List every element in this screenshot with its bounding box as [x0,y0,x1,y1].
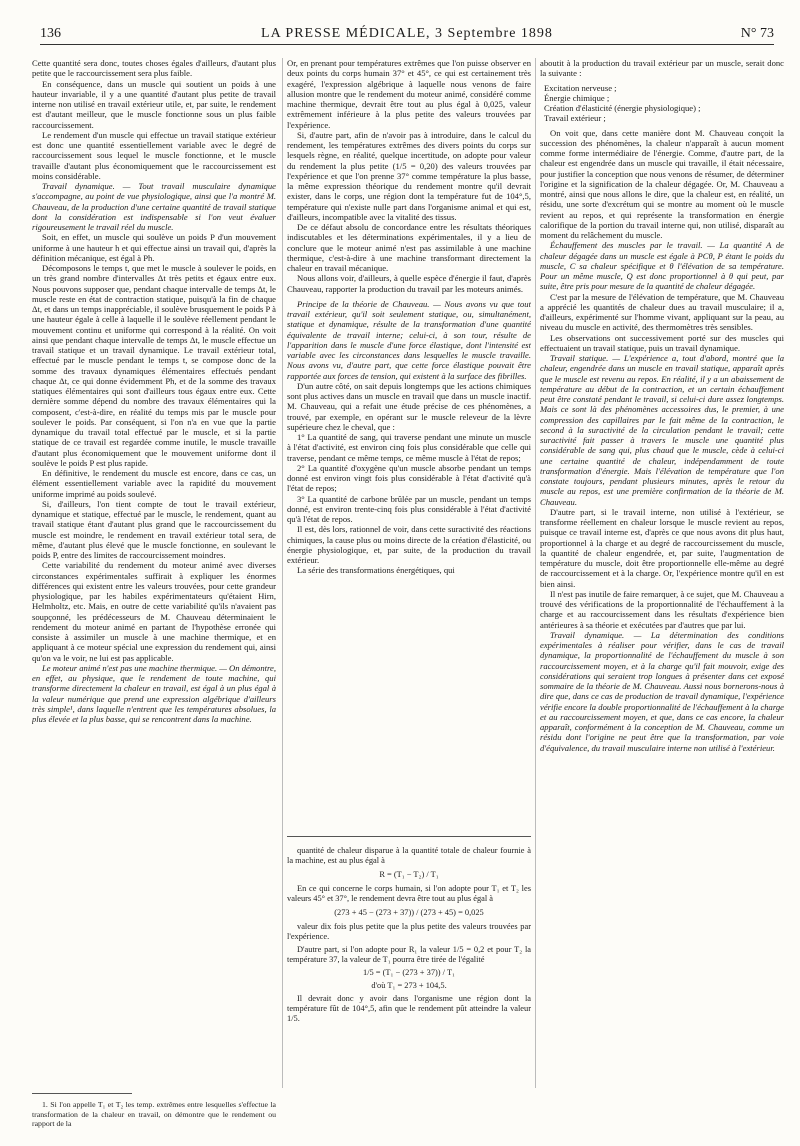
list-item: Énergie chimique ; [544,92,610,103]
footnote-rule [32,1093,132,1094]
formula: 1/5 = (T₁ − (273 + 37)) / T₁ [363,968,455,977]
note-separator [287,836,531,837]
paragraph: Si, d'ailleurs, l'on tient compte de tout le travail extérieur, dynamique et statique, effectué par le muscle, le rendement, quant au travail statique étant d'autant plus grand que le raccourcissement du muscle est moindre, le rendement en travail extérieur total sera, de même, d'autant plus élevé que le muscle fonctionne, en soulevant le poids P, entre des limites de raccourcissement moindres. [32,498,276,560]
paragraph: Décomposons le temps t, que met le muscle à soulever le poids, en un très grand nombre d'intervalles Δt très petits et égaux entre eux. Nous pouvons supposer que, pendant chaque intervalle de temps Δt, le muscle reste en état de contraction statique, puisqu'à la fin de chaque Δt, et dans un temps inappréciable, il soulève brusquement le poids P à une hauteur égale à celle à laquelle il le soulève réellement pendant le mouvement continu et uniforme qui correspond à la réalité. On voit ainsi que pendant chaque intervalle de temps Δt, le muscle effectue un travail statique et un travail dynamique. Le travail extérieur total, effectué par le muscle pendant le temps t, se compose donc de la somme des travaux dynamiques élémentaires effectués pendant chaque Δt, ce qui donne évidemment Ph, et de la somme des travaux statiques élémentaires qui sont d'ailleurs tous égaux entre eux. Cette dernière somme dépend du nombre des travaux élémentaires qui la composent, c'est-à-dire, en réalité du temps mis par le muscle pour soulever le poids. Par conséquent, si l'on n'a en vue que la partie dynamique du travail total effectué par le muscle, et si la partie statique de ce travail est regardée comme inutile, le muscle travaille d'autant plus économiquement que le mouvement uniforme dont il soulève le poids P est plus rapide. [32,263,276,468]
header-rule [40,44,774,45]
paragraph: Cette quantité sera donc, toutes choses égales d'ailleurs, d'autant plus petite que le raccourcissement sera plus faible. [32,58,276,79]
paragraph: 1° La quantité de sang, qui traverse pendant une minute un muscle à l'état d'activité, est environ cinq fois plus considérable que celle qui traverse, pendant ce même temps, ce même muscle à l'état de repos; [287,432,531,463]
paragraph: En définitive, le rendement du muscle est encore, dans ce cas, un élément essentiellement variable avec la rapidité du mouvement uniforme imprimé au poids soulevé. [32,468,276,499]
paragraph: D'un autre côté, on sait depuis longtemps que les actions chimiques sont plus actives dans un muscle en travail que dans un muscle inactif. M. Chauveau, qui a refait une étude précise de ces phénomènes, a trouvé, par exemple, en opérant sur le muscle releveur de la lèvre supérieure chez le cheval, que : [287,380,531,432]
paragraph: 3° La quantité de carbone brûlée par un muscle, pendant un temps donné, est environ trente-cinq fois plus considérable à l'état d'activité qu'à l'état de repos. [287,493,531,524]
note-paragraph: valeur dix fois plus petite que la plus petite des valeurs trouvées par l'expérience. [287,922,531,941]
energy-list [544,83,784,124]
paragraph: On voit que, dans cette manière dont M. Chauveau conçoit la succession des phénomènes, la chaleur n'apparaît à aucun moment comme forme intermédiaire de l'énergie. Comme, d'autre part, de la chaleur est engendrée dans un muscle qui travaille, il était nécessaire, pour justifier la conception que nous venons de résumer, de déterminer l'origine et la signification de la chaleur dégagée. Or, M. Chauveau a montré, ainsi que nous allons le dire, que la chaleur est, en réalité, un résidu, une sorte d'excrétum qui se montre au moment où le muscle revient au repos, et qui représente la transformation en énergie calorifique de la portion du travail interne qui, non utilisé, disparaît au moment du relâchement du muscle. [540,127,784,240]
list-item: Création d'élasticité (énergie physiologique) ; [544,103,701,113]
section-heading-paragraph: Le moteur animé n'est pas une machine thermique. — On démontre, en effet, au physique, que le rendement de toute machine, qui transforme directement la chaleur en travail, est égal à un plus égal à la valeur numérique que prend une expression algébrique d'ailleurs très simple¹, dans laquelle n'entrent que les températures absolues, la plus élevée et la plus basse, qui se rencontrent dans la machine. [32,662,276,724]
page-number: 136 [40,26,61,41]
column-divider [535,58,536,1088]
list-item: Excitation nerveuse ; [544,82,617,93]
paragraph: Nous allons voir, d'ailleurs, à quelle espèce d'énergie il faut, d'après Chauveau, rapporter la production du travail par les moteurs animés. [287,273,531,294]
list-item: Travail extérieur ; [544,113,606,124]
formula: d'où T₁ = 273 + 104,5. [371,981,447,990]
journal-title: LA PRESSE MÉDICALE, 3 Septembre 1898 [261,26,553,41]
section-heading-paragraph: Travail statique. — L'expérience a, tout d'abord, montré que la chaleur, engendrée dans un muscle en travail statique, apparaît après que le muscle est revenu au repos. En réalité, il y a un abaissement de température au début de la contraction, et un certain échauffement peut être constaté pendant le travail, si celui-ci dure assez longtemps. Mais ce sont là des phénomènes accessoires dus, le premier, à une compression des capillaires par le fait même de la contraction, le second à la suractivité de la circulation pendant le travail; cette suractivité fait passer à travers le muscle une quantité plus considérable de sang qui, plus chaud que le muscle, cède à celui-ci une certaine quantité de chaleur, indépendamment de toute transformation d'énergie. Mais l'élévation de température que l'on constate toujours, pendant plusieurs minutes, après le retour du muscle au repos, est une première confirmation de la théorie de M. Chauveau. [540,353,784,507]
page-header [40,26,774,42]
note-paragraph: En ce qui concerne le corps humain, si l'on adopte pour T₁ et T₂ les valeurs 45° et 37°, le rendement devra être tout au plus égal à [287,884,531,903]
paragraph: C'est par la mesure de l'élévation de température, que M. Chauveau a apprécié les quantités de chaleur dues au travail musculaire; il a, d'ailleurs, expérimenté sur l'homme vivant, appliquant sur la peau, au niveau du muscle en activité, des thermomètres très sensibles. [540,291,784,333]
footnote-text: 1. Si l'on appelle T₁ et T₂ les temp. extrêmes entre lesquelles s'effectue la transformation de la chaleur en travail, on démontre que le rendement ou rapport de la [32,1100,276,1128]
paragraph: Soit, en effet, un muscle qui soulève un poids P d'un mouvement uniforme à une hauteur h et qui effectue ainsi un travail qui, d'après la définition mécanique, est égal à Ph. [32,232,276,263]
footnote-continuation [287,846,531,1027]
column-1 [32,58,276,1080]
paragraph: aboutit à la production du travail extérieur par un muscle, serait donc la suivante : [540,58,784,79]
column-divider [282,58,283,1088]
column-3 [540,58,784,1083]
section-heading-paragraph: Échauffement des muscles par le travail. — La quantité A de chaleur dégagée dans un muscle est égale à PCθ, P étant le poids du muscle, C sa chaleur spécifique et θ l'élévation de sa température. Pour un même muscle, Q est donc proportionnel à θ qui peut, par suite, être pris pour mesure de la quantité de chaleur dégagée. [540,240,784,292]
column-2 [287,58,531,850]
paragraph: D'autre part, si le travail interne, non utilisé à l'extérieur, se transforme réellement en chaleur lorsque le muscle revient au repos, puisque ce travail interne est, d'après ce que nous avons dit plus haut, proportionnel à la charge et au degré de raccourcissement du muscle, la quantité de chaleur engendrée, et, par suite, l'augmentation de température du muscle, doit être proportionnelle elle-même au degré de raccourcissement et à la charge. Or, l'expérience montre qu'il en est bien ainsi. [540,506,784,589]
formula: (273 + 45 − (273 + 37)) / (273 + 45) = 0,025 [334,908,484,917]
section-heading-paragraph: Principe de la théorie de Chauveau. — Nous avons vu que tout travail extérieur, qu'il soit seulement statique, ou, simultanément, statique et dynamique, résulte de la transformation d'une quantité équivalente de travail interne; celui-ci, à son tour, résulte de l'apparition dans le muscle d'une force élastique, dont l'intensité est variable avec les circonstances dans lesquelles le muscle travaille. Nous avons vu, d'autre part, que cette force élastique pouvait être rapportée aux forces de tension, qui existent à la surface des fibrilles. [287,298,531,381]
paragraph: De ce défaut absolu de concordance entre les résultats théoriques indiscutables et les déterminations expérimentales, il y a lieu de conclure que le moteur animé n'est pas assimilable à une machine thermique, c'est-à-dire à une machine transformant directement la chaleur en travail mécanique. [287,222,531,273]
paragraph: Le rendement d'un muscle qui effectue un travail statique extérieur est donc une quantité essentiellement variable avec le degré de raccourcissement sous lequel le muscle fonctionne, et le muscle travaille d'autant plus économiquement que le raccourcissement est moins considérable. [32,129,276,181]
section-heading-paragraph: Travail dynamique. — La détermination des conditions expérimentales à réaliser pour vérifier, dans le cas de travail dynamique, la proportionnalité de l'échauffement du muscle à son raccourcissement moyen, et à la charge qu'il fait mouvoir, exige des considérations qui seraient trop longues à présenter dans cet exposé sommaire de la théorie de M. Chauveau. Aussi nous bornerons-nous à dire que, dans ce cas de production de travail dynamique, l'expérience vérifie encore la double proportionnalité de l'échauffement à la charge et au raccourcissement moyen, et que, dans ce cas encore, la chaleur apparaît, conformément à la conception de M. Chauveau, comme un résidu dont l'origine ne peut être que la transformation, par voie d'équivalence, du travail musculaire interne non utilisé à l'extérieur. [540,629,784,753]
paragraph: 2° La quantité d'oxygène qu'un muscle absorbe pendant un temps donné est environ vingt fois plus considérable à l'état d'activité qu'à l'état de repos; [287,462,531,494]
paragraph: Les observations ont successivement porté sur des muscles qui effectuaient un travail statique, puis un travail dynamique. [540,332,784,353]
note-paragraph: D'autre part, si l'on adopte pour R₁ la valeur 1/5 = 0,2 et pour T₂ la température 37, la valeur de T₁ pourra être tirée de l'égalité [287,945,531,964]
paragraph: Or, en prenant pour températures extrêmes que l'on puisse observer en deux points du corps humain 37° et 45°, ce qui est certainement très exagéré, l'expression algébrique à laquelle nous venons de faire allusion montre que le rendement du moteur animé, considéré comme machine thermique, devrait être tout au plus égal à 0,025, valeur extrêmement inférieure à la plus petite des valeurs trouvées par l'expérience. [287,58,531,130]
paragraph: Il est, dès lors, rationnel de voir, dans cette suractivité des réactions chimiques, la cause plus ou moins directe de la création d'élasticité, ou énergie physiologique, et, par suite, de la production du travail extérieur. [287,524,531,565]
formula: R = (T₁ − T₂) / T₁ [379,870,439,879]
paragraph: En conséquence, dans un muscle qui soutient un poids à une hauteur invariable, il y a une quantité d'autant plus petite de travail interne non utilisé en travail extérieur utile, et, par suite, le rendement est d'autant meilleur, que le muscle fonctionne sous un plus faible raccourcissement. [32,78,276,130]
paragraph: Cette variabilité du rendement du moteur animé avec diverses circonstances expérimentales suffirait à expliquer les énormes différences qui existent entre les valeurs trouvées, pour cette grandeur physiologique, par les habiles expérimentateurs qu'étaient Hirn, Helmholtz, etc. Mais, en outre de cette variabilité qu'ils n'avaient pas soupçonné, les prédécesseurs de M. Chauveau déterminaient le rendement du moteur animé en partant de l'hypothèse erronée qui consiste à assimiler un muscle à une machine thermique, et en appliquant à ce moteur spécial une expression du rendement qui, ainsi qu'on va le voir, ne lui est pas applicable. [32,560,276,663]
section-heading-paragraph: Travail dynamique. — Tout travail musculaire dynamique s'accompagne, au point de vue physiologique, ainsi que l'a montré M. Chauveau, de la production d'une certaine quantité de travail statique dont la considération est indispensable si l'on veut évaluer rigoureusement le travail réel du muscle. [32,181,276,232]
note-paragraph: quantité de chaleur disparue à la quantité totale de chaleur fournie à la machine, est au plus égal à [287,846,531,865]
footnote [32,1100,276,1129]
paragraph: Il n'est pas inutile de faire remarquer, à ce sujet, que M. Chauveau a trouvé des vérifications de la proportionnalité de l'échauffement à la charge et au raccourcissement dans les résultats d'expérience bien antérieures à sa théorie et exécutées par d'autres que par lui. [540,588,784,630]
paragraph: La série des transformations énergétiques, qui [297,565,455,576]
paragraph: Si, d'autre part, afin de n'avoir pas à introduire, dans le calcul du rendement, les températures extrêmes des divers points du corps sur lesquels règne, en réalité, quelque incertitude, on adopte pour valeur du rendement la plus petite (1/5 = 0,20) des valeurs trouvées par l'expérience et que l'on prenne 37° comme température la plus basse, la même expression théorique du rendement montre qu'il devrait exister, dans le corps, une région dont la température fut de 104°,5, température qui n'existe nulle part dans l'organisme animal et qui est, d'ailleurs, incompatible avec la vitalité des tissus. [287,129,531,222]
issue-number: N° 73 [740,26,774,41]
note-paragraph: Il devrait donc y avoir dans l'organisme une région dont la température fût de 104°,5, afin que le rendement pût atteindre la valeur 1/5. [287,994,531,1023]
